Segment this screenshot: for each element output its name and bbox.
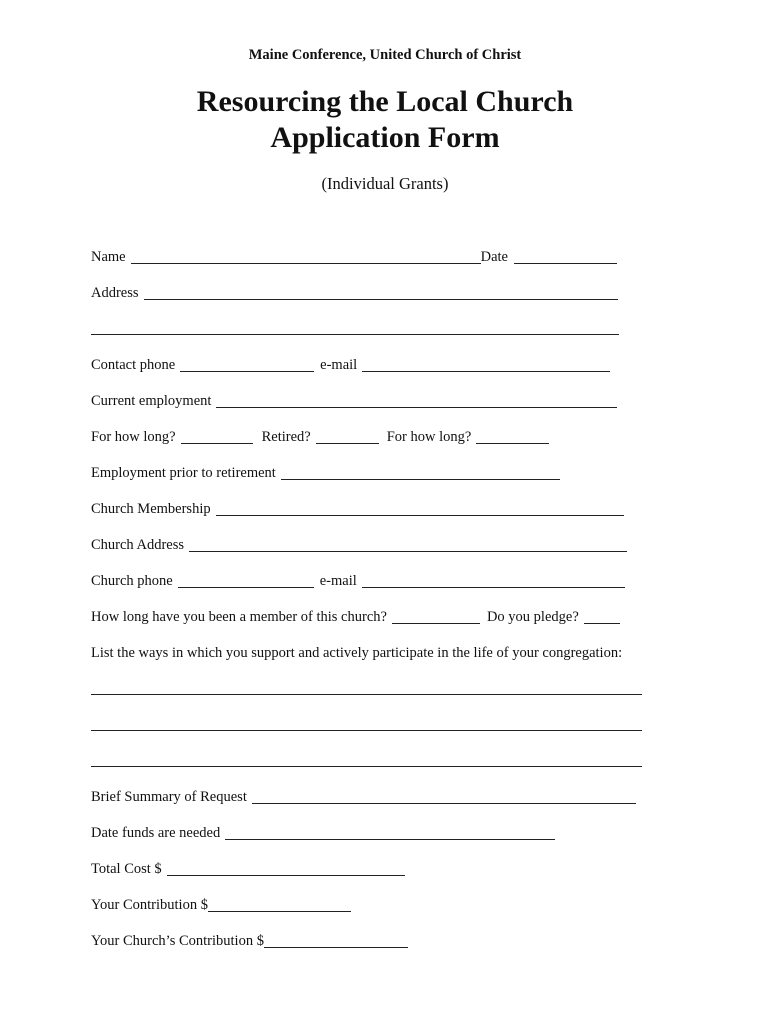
name-field[interactable] [131,248,481,264]
date-label: Date [480,249,508,265]
church-membership-label: Church Membership [91,501,211,517]
pledge-label: Do you pledge? [486,609,579,625]
date-field[interactable] [514,248,617,264]
church-address-field[interactable] [189,536,627,552]
member-how-long-field[interactable] [392,608,480,624]
church-contribution-row [91,930,408,950]
retired-label: Retired? [261,429,311,445]
current-employment-row [91,390,617,410]
your-contribution-row [91,894,351,914]
address-row [91,282,618,302]
email-field[interactable] [362,356,610,372]
total-cost-label: Total Cost $ [91,861,162,877]
brief-summary-field[interactable] [252,788,636,804]
church-email-field[interactable] [362,572,625,588]
church-phone-field[interactable] [178,572,314,588]
membership-duration-row [91,606,620,626]
for-how-long-field[interactable] [181,428,253,444]
your-contribution-field[interactable] [208,896,351,912]
current-employment-field[interactable] [216,392,617,408]
church-email-label: e-mail [319,573,357,589]
church-contribution-field[interactable] [264,932,408,948]
current-employment-label: Current employment [91,393,212,409]
brief-summary-row [91,786,636,806]
support-answer-line-3[interactable] [91,766,642,767]
support-question-label: List the ways in which you support and actively participate in the life of your congregation: [91,645,623,661]
support-answer-line-1[interactable] [91,694,642,695]
form-title-line-2: Application Form [270,121,500,154]
for-how-long-retired-field[interactable] [476,428,549,444]
pledge-field[interactable] [584,608,620,624]
employment-prior-label: Employment prior to retirement [91,465,276,481]
church-address-row [91,534,627,554]
address-label: Address [91,285,139,301]
support-question-row [91,642,622,662]
name-date-row [91,246,617,266]
for-how-long-label: For how long? [91,429,176,445]
contact-phone-label: Contact phone [91,357,176,373]
address-field-line-2[interactable] [91,334,619,335]
form-title-line-1: Resourcing the Local Church [196,85,574,118]
name-label: Name [91,249,126,265]
church-contact-row [91,570,625,590]
church-membership-field[interactable] [216,500,624,516]
church-membership-row [91,498,624,518]
for-how-long-retired-label: For how long? [386,429,472,445]
address-field-line-1[interactable] [144,284,618,300]
date-funds-label: Date funds are needed [91,825,221,841]
brief-summary-label: Brief Summary of Request [91,789,247,805]
date-funds-field[interactable] [225,824,555,840]
date-funds-row [91,822,555,842]
employment-duration-row [91,426,549,446]
employment-prior-field[interactable] [281,464,560,480]
member-how-long-label: How long have you been a member of this church? [91,609,387,625]
contact-row [91,354,610,374]
total-cost-row [91,858,405,878]
total-cost-field[interactable] [167,860,405,876]
church-phone-label: Church phone [91,573,173,589]
church-contribution-label: Your Church’s Contribution $ [91,933,264,949]
your-contribution-label: Your Contribution $ [91,897,208,913]
employment-prior-row [91,462,560,482]
organization-heading: Maine Conference, United Church of Christ [248,47,522,63]
church-address-label: Church Address [91,537,185,553]
contact-phone-field[interactable] [180,356,314,372]
form-subtitle: (Individual Grants) [321,174,449,193]
support-answer-line-2[interactable] [91,730,642,731]
retired-field[interactable] [316,428,379,444]
email-label: e-mail [320,357,358,373]
